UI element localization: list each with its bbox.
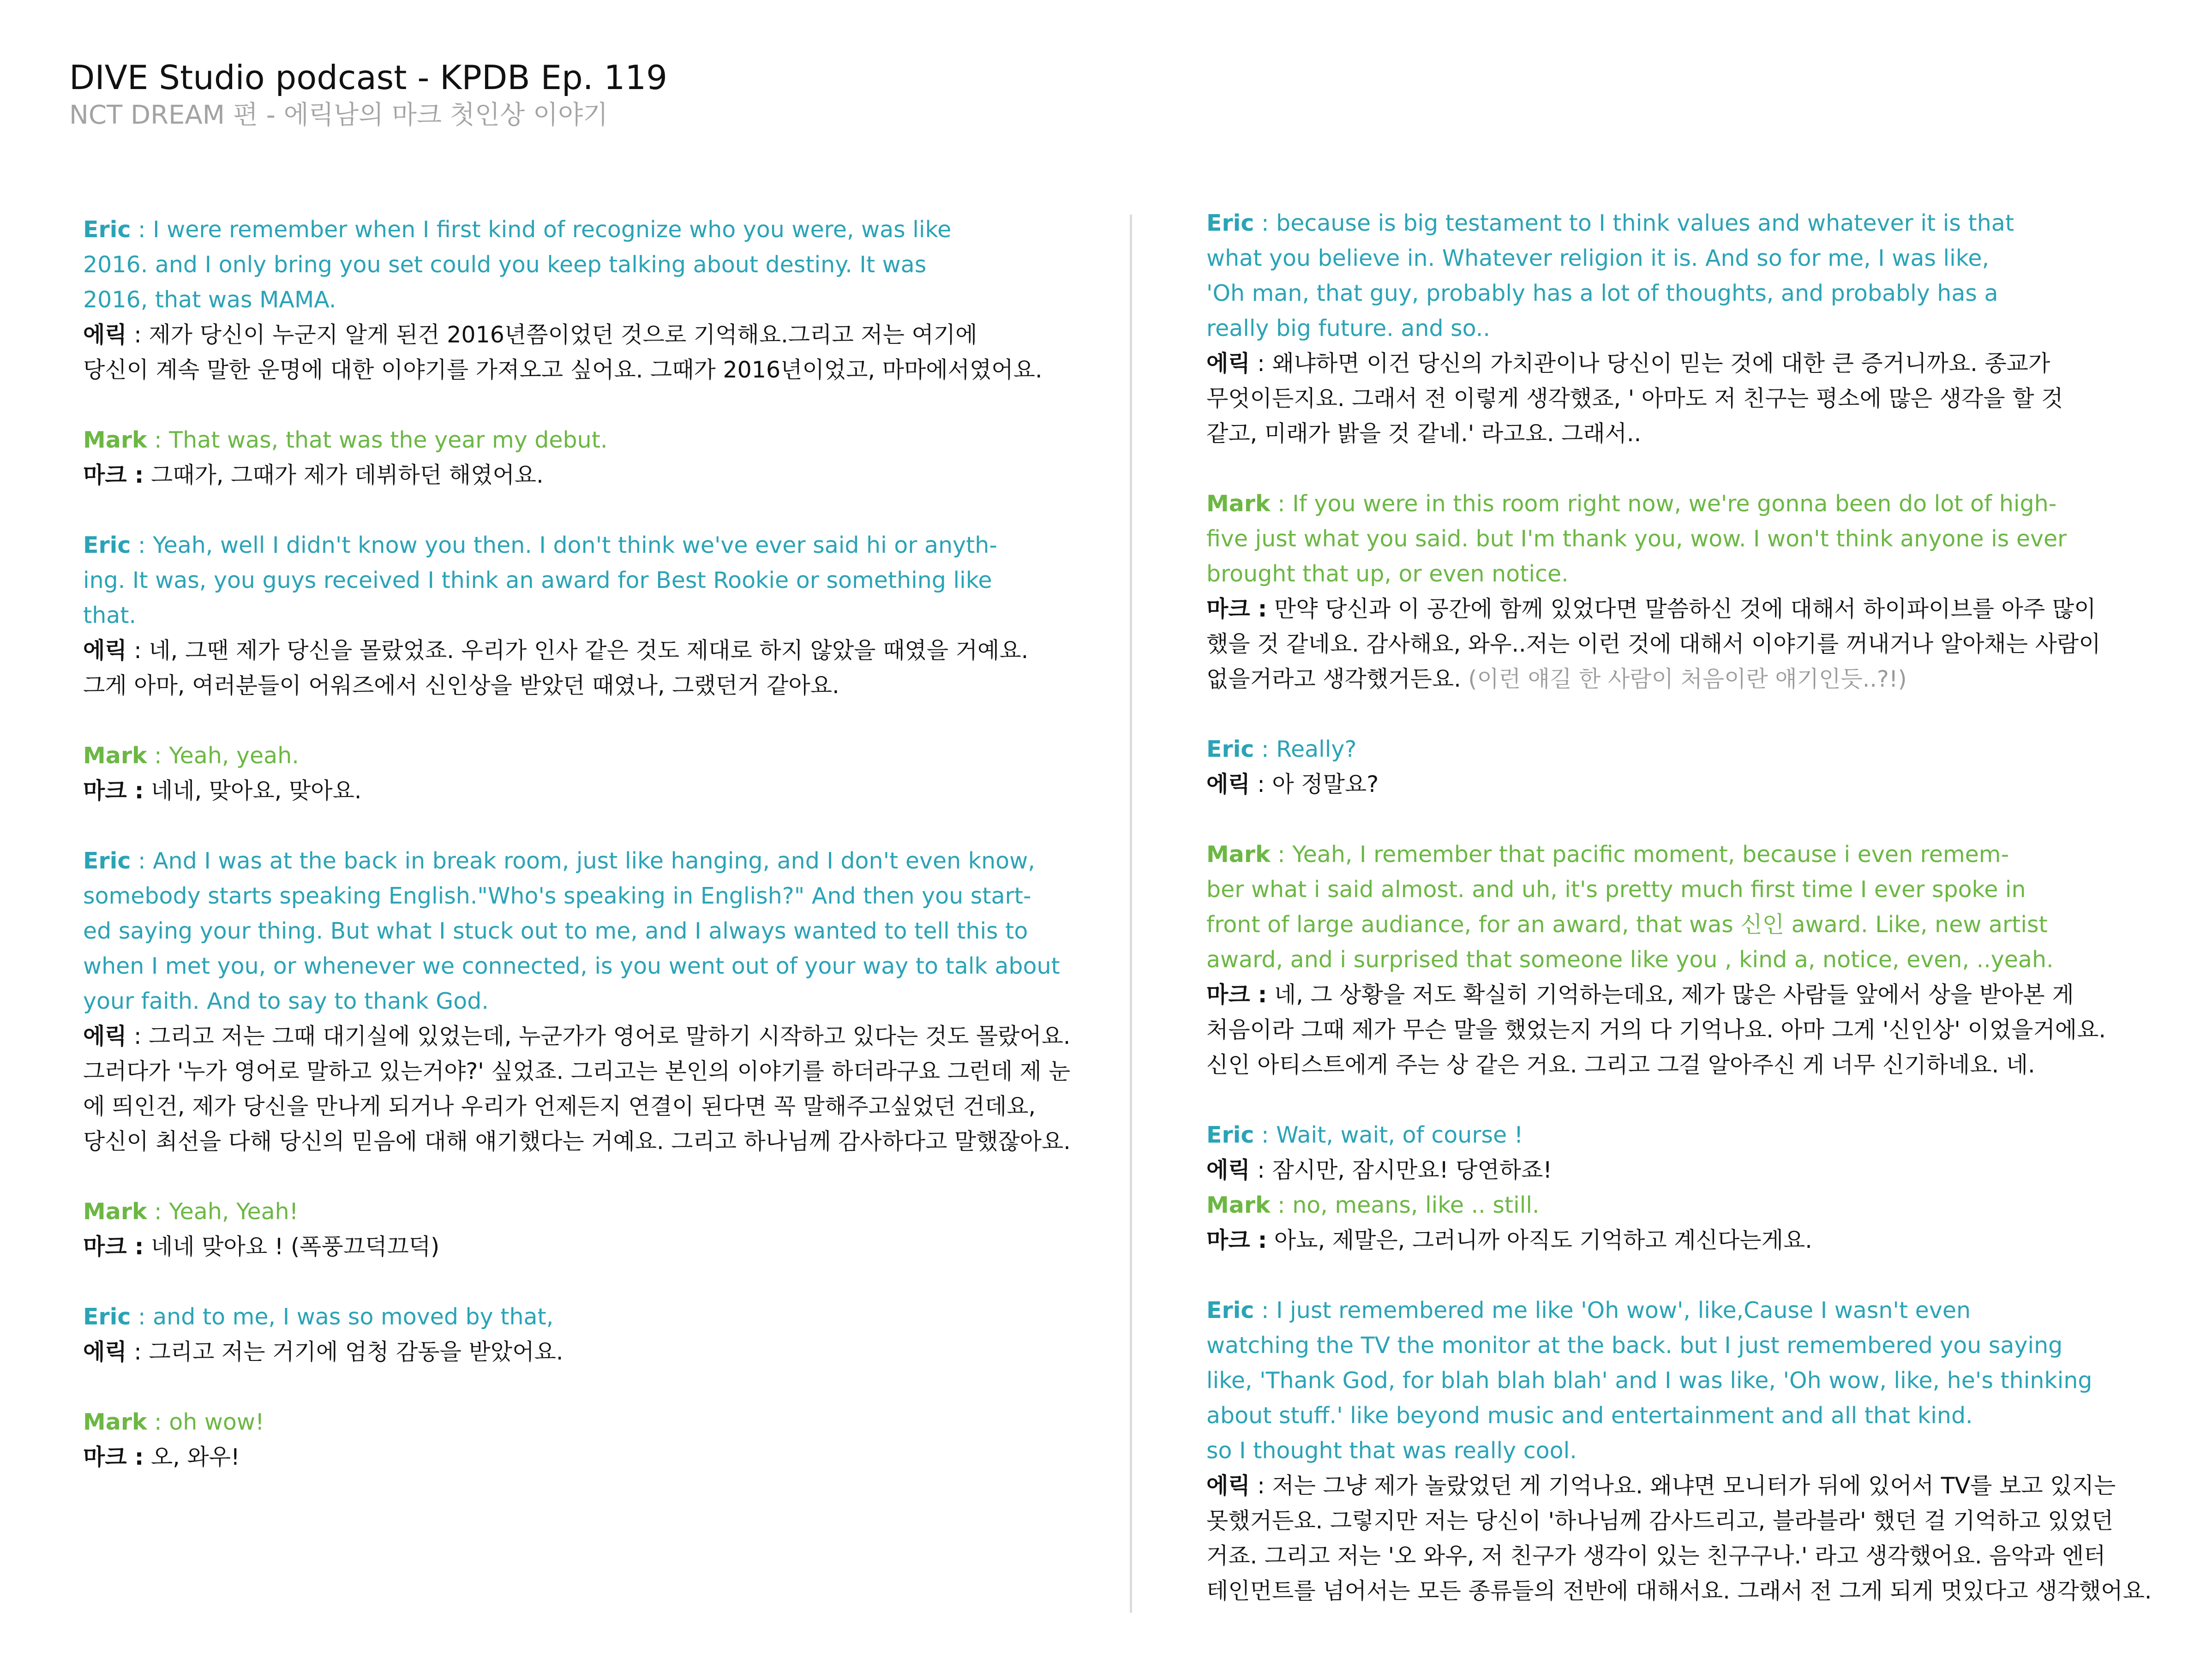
transcript-line-korean <box>1206 1468 2176 1503</box>
transcript-line-korean <box>83 1335 1071 1370</box>
line-text: : 제가 당신이 누군지 알게 된건 2016년쯤이었던 것으로 기억해요.그리고 저는 여기에 <box>126 322 977 348</box>
transcript-line-english <box>83 949 1071 984</box>
line-text: what you believe in. Whatever religion it is. And so for me, I was like, <box>1206 245 1990 271</box>
speaker-name: Eric <box>83 1304 131 1330</box>
transcript-line-korean <box>1206 1503 2176 1539</box>
line-text: 2016. and I only bring you set could you keep talking about destiny. It was <box>83 252 927 278</box>
transcript-line-english <box>83 598 1071 633</box>
line-text: 그러다가 '누가 영어로 말하고 있는거야?' 싶었죠. 그리고는 본인의 이야기를 하더라구요 그런데 제 눈 <box>83 1058 1071 1084</box>
transcript-line-korean <box>1206 592 2176 627</box>
line-text: ed saying your thing. But what I stuck out to me, and I always wanted to tell this to <box>83 918 1028 944</box>
transcript-line-korean <box>83 668 1071 703</box>
speaker-name: Mark <box>83 1409 147 1435</box>
transcript-line-korean <box>83 1019 1071 1054</box>
transcript-line-english <box>1206 907 2176 942</box>
page-subtitle: NCT DREAM 편 - 에릭남의 마크 첫인상 이야기 <box>69 100 608 130</box>
transcript-line-english <box>1206 1363 2176 1398</box>
transcript-line-korean <box>1206 1048 2176 1083</box>
transcript-line-english <box>1206 557 2176 592</box>
speaker-name: 에릭 <box>1206 771 1250 797</box>
transcript-line-english <box>1206 942 2176 977</box>
speaker-name: 에릭 <box>83 322 127 348</box>
transcript-line-korean <box>83 1229 1071 1264</box>
transcript-line-korean <box>83 633 1071 668</box>
header <box>69 54 1177 134</box>
transcript-line-english <box>83 914 1071 949</box>
line-text: : 저는 그냥 제가 놀랐었던 게 기억나요. 왜냐면 모니터가 뒤에 있어서 TV를 보고 있지는 <box>1250 1473 2116 1499</box>
line-text: : no, means, like .. still. <box>1270 1192 1540 1218</box>
transcript-line-english <box>1206 732 2176 767</box>
paragraph-spacer <box>83 703 1071 738</box>
transcript-line-english <box>83 984 1071 1019</box>
transcript-line-english <box>83 528 1071 563</box>
line-text: : 아 정말요? <box>1250 771 1379 797</box>
line-text: so I thought that was really cool. <box>1206 1437 1577 1464</box>
speaker-name: Eric <box>1206 736 1254 762</box>
line-text: five just what you said. but I'm thank you, wow. I won't think anyone is ever <box>1206 526 2067 552</box>
line-text: 아뇨, 제말은, 그러니까 아직도 기억하고 계신다는게요. <box>1267 1227 1812 1253</box>
paragraph-spacer <box>1206 802 2176 837</box>
speaker-name: 마크 : <box>83 1444 144 1470</box>
line-text: ber what i said almost. and uh, it's pretty much first time I ever spoke in <box>1206 876 2026 903</box>
transcript-line-english <box>1206 311 2176 346</box>
line-text: : And I was at the back in break room, just like hanging, and I don't even know, <box>131 848 1035 874</box>
transcript-line-korean <box>1206 627 2176 662</box>
paragraph-spacer <box>1206 1083 2176 1118</box>
line-text: somebody starts speaking English."Who's speaking in English?" And then you start- <box>83 883 1031 909</box>
line-text: : Yeah, Yeah! <box>147 1198 299 1225</box>
speaker-name: 에릭 <box>1206 1157 1250 1183</box>
transcript-line-korean <box>83 353 1071 388</box>
transcript-line-english <box>1206 1328 2176 1363</box>
line-text: your faith. And to say to thank God. <box>83 988 489 1014</box>
line-text: : I just remembered me like 'Oh wow', like,Cause I wasn't even <box>1254 1297 1971 1324</box>
speaker-name: 에릭 <box>83 1339 127 1365</box>
line-text: : 그리고 저는 거기에 엄청 감동을 받았어요. <box>126 1339 563 1365</box>
speaker-name: 에릭 <box>83 637 127 664</box>
transcript-line-korean <box>83 458 1071 493</box>
transcript-line-korean <box>1206 381 2176 416</box>
speaker-name: Mark <box>1206 491 1271 517</box>
paragraph-spacer <box>83 1370 1071 1405</box>
speaker-name: 마크 : <box>83 462 144 488</box>
speaker-name: Eric <box>83 532 131 558</box>
line-text: that. <box>83 602 137 629</box>
transcript-line-english <box>1206 276 2176 311</box>
transcript-line-korean <box>1206 767 2176 802</box>
line-text: 했을 것 같네요. 감사해요, 와우..저는 이런 것에 대해서 이야기를 꺼내거나 알아채는 사람이 <box>1206 631 2101 657</box>
speaker-name: 에릭 <box>1206 1473 1250 1499</box>
line-text: 'Oh man, that guy, probably has a lot of thoughts, and probably has a <box>1206 280 1998 306</box>
transcript-line-english <box>83 247 1071 282</box>
speaker-name: Mark <box>83 427 147 453</box>
line-text: : Really? <box>1254 736 1357 762</box>
line-text: like, 'Thank God, for blah blah blah' and I was like, 'Oh wow, like, he's thinking <box>1206 1367 2092 1394</box>
line-text: 네네 맞아요 ! (폭풍끄덕끄덕) <box>144 1234 440 1260</box>
line-text: 당신이 계속 말한 운명에 대한 이야기를 가져오고 싶어요. 그때가 2016년이었고, 마마에서였어요. <box>83 357 1043 383</box>
speaker-name: Mark <box>1206 1192 1271 1218</box>
line-text: 네, 그 상황을 저도 확실히 기억하는데요, 제가 많은 사람들 앞에서 상을 받아본 게 <box>1267 982 2074 1008</box>
paragraph-spacer <box>1206 1258 2176 1293</box>
transcript-line-english <box>1206 1293 2176 1328</box>
line-text: front of large audiance, for an award, that was 신인 award. Like, new artist <box>1206 911 2048 938</box>
transcript-line-english <box>83 212 1071 247</box>
line-text: : If you were in this room right now, we're gonna been do lot of high- <box>1270 491 2057 517</box>
line-text: 에 띄인건, 제가 당신을 만나게 되거나 우리가 언제든지 연결이 된다면 꼭 말해주고싶었던 건데요, <box>83 1093 1036 1120</box>
line-text: ing. It was, you guys received I think an award for Best Rookie or something like <box>83 567 992 593</box>
line-text: : 그리고 저는 그때 대기실에 있었는데, 누군가가 영어로 말하기 시작하고 있다는 것도 몰랐어요. <box>126 1023 1071 1049</box>
line-text: 당신이 최선을 다해 당신의 믿음에 대해 얘기했다는 거예요. 그리고 하나님께 감사하다고 말했잖아요. <box>83 1128 1071 1155</box>
line-text: watching the TV the monitor at the back. but I just remembered you saying <box>1206 1332 2063 1359</box>
editor-note: (이런 얘길 한 사람이 처음이란 얘기인듯..?!) <box>1468 666 1907 692</box>
transcript-line-english <box>83 738 1071 773</box>
speaker-name: 마크 : <box>1206 1227 1267 1253</box>
right-column <box>1206 206 2176 1609</box>
transcript-line-english <box>83 879 1071 914</box>
transcript-line-english <box>1206 206 2176 241</box>
line-text: 못했거든요. 그렇지만 저는 당신이 '하나님께 감사드리고, 블라블라' 했던 걸 기억하고 있었던 <box>1206 1508 2114 1534</box>
transcript-line-korean <box>1206 1012 2176 1048</box>
speaker-name: 에릭 <box>1206 350 1250 377</box>
line-text: : That was, that was the year my debut. <box>147 427 608 453</box>
line-text: really big future. and so.. <box>1206 315 1490 341</box>
line-text: 그게 아마, 여러분들이 어워즈에서 신인상을 받았던 때였나, 그랬던거 같아요. <box>83 672 839 699</box>
transcript-line-english <box>83 1194 1071 1229</box>
line-text: : 왜냐하면 이건 당신의 가치관이나 당신이 믿는 것에 대한 큰 증거니까요. 종교가 <box>1250 350 2050 377</box>
line-text: 처음이라 그때 제가 무슨 말을 했었는지 거의 다 기억나요. 아마 그게 '신인상' 이었을거에요. <box>1206 1017 2106 1043</box>
transcript-line-english <box>1206 837 2176 872</box>
page-title: DIVE Studio podcast - KPDB Ep. 119 <box>69 58 667 97</box>
line-text: 없을거라고 생각했거든요. <box>1206 666 1469 692</box>
transcript-line-korean <box>1206 346 2176 381</box>
transcript-line-korean <box>83 1089 1071 1124</box>
transcript-line-korean <box>1206 1574 2176 1609</box>
transcript-line-korean <box>1206 416 2176 451</box>
paragraph-spacer <box>1206 451 2176 486</box>
line-text: 신인 아티스트에게 주는 상 같은 거요. 그리고 그걸 알아주신 게 너무 신기하네요. 네. <box>1206 1052 2035 1078</box>
paragraph-spacer <box>1206 697 2176 732</box>
paragraph-spacer <box>83 388 1071 423</box>
transcript-line-korean <box>1206 977 2176 1012</box>
transcript-line-english <box>1206 1433 2176 1468</box>
speaker-name: Eric <box>1206 1122 1254 1148</box>
speaker-name: Eric <box>1206 1297 1254 1324</box>
transcript-line-korean <box>1206 1223 2176 1258</box>
line-text: : Yeah, I remember that pacific moment, because i even remem- <box>1270 841 2009 868</box>
line-text: : and to me, I was so moved by that, <box>131 1304 554 1330</box>
line-text: : 잠시만, 잠시만요! 당연하죠! <box>1250 1157 1553 1183</box>
transcript-line-english <box>83 282 1071 317</box>
line-text: 무엇이든지요. 그래서 전 이렇게 생각했죠, ' 아마도 저 친구는 평소에 많은 생각을 할 것 <box>1206 385 2063 412</box>
paragraph-spacer <box>83 1264 1071 1300</box>
transcript-line-english <box>83 423 1071 458</box>
speaker-name: 마크 : <box>1206 596 1267 622</box>
speaker-name: Mark <box>83 743 147 769</box>
paragraph-spacer <box>83 809 1071 844</box>
transcript-line-english <box>1206 521 2176 557</box>
speaker-name: 에릭 <box>83 1023 127 1049</box>
transcript-line-korean <box>83 317 1071 353</box>
column-divider <box>1130 215 1132 1613</box>
line-text: award, and i surprised that someone like you , kind a, notice, even, ..yeah. <box>1206 946 2054 973</box>
speaker-name: Eric <box>83 848 131 874</box>
line-text: 거죠. 그리고 저는 '오 와우, 저 친구가 생각이 있는 친구구나.' 라고 생각했어요. 음악과 엔터 <box>1206 1543 2106 1569</box>
speaker-name: Eric <box>83 216 131 243</box>
transcript-line-korean <box>1206 662 2176 697</box>
transcript-line-english <box>1206 486 2176 521</box>
line-text: : Wait, wait, of course ! <box>1254 1122 1523 1148</box>
transcript-line-english <box>83 844 1071 879</box>
line-text: 테인먼트를 넘어서는 모든 종류들의 전반에 대해서요. 그래서 전 그게 되게 멋있다고 생각했어요. <box>1206 1578 2152 1604</box>
speaker-name: Mark <box>1206 841 1271 868</box>
speaker-name: 마크 : <box>83 778 144 804</box>
paragraph-spacer <box>83 1159 1071 1194</box>
left-column <box>83 212 1071 1475</box>
speaker-name: Mark <box>83 1198 147 1225</box>
transcript-line-english <box>83 563 1071 598</box>
line-text: 같고, 미래가 밝을 것 같네.' 라고요. 그래서.. <box>1206 420 1642 447</box>
transcript-line-korean <box>1206 1539 2176 1574</box>
transcript-line-korean <box>83 1440 1071 1475</box>
line-text: 만약 당신과 이 공간에 함께 있었다면 말씀하신 것에 대해서 하이파이브를 아주 많이 <box>1267 596 2096 622</box>
line-text: 그때가, 그때가 제가 데뷔하던 해였어요. <box>144 462 544 488</box>
line-text: : oh wow! <box>147 1409 264 1435</box>
speaker-name: 마크 : <box>83 1234 144 1260</box>
line-text: : I were remember when I first kind of recognize who you were, was like <box>131 216 952 243</box>
transcript-line-korean <box>83 1124 1071 1159</box>
transcript-line-english <box>83 1405 1071 1440</box>
transcript-line-english <box>1206 241 2176 276</box>
speaker-name: Eric <box>1206 210 1254 236</box>
line-text: when I met you, or whenever we connected, is you went out of your way to talk about <box>83 953 1060 979</box>
transcript-line-english <box>1206 1188 2176 1223</box>
transcript-line-english <box>1206 1398 2176 1433</box>
line-text: : Yeah, yeah. <box>147 743 299 769</box>
line-text: 오, 와우! <box>144 1444 240 1470</box>
line-text: 2016, that was MAMA. <box>83 287 336 313</box>
paragraph-spacer <box>83 493 1071 528</box>
line-text: : 네, 그땐 제가 당신을 몰랐었죠. 우리가 인사 같은 것도 제대로 하지 않았을 때였을 거예요. <box>126 637 1029 664</box>
line-text: : because is big testament to I think values and whatever it is that <box>1254 210 2014 236</box>
line-text: brought that up, or even notice. <box>1206 561 1569 587</box>
transcript-line-english <box>83 1300 1071 1335</box>
transcript-line-english <box>1206 1118 2176 1153</box>
transcript-line-korean <box>1206 1153 2176 1188</box>
transcript-line-korean <box>83 773 1071 809</box>
transcript-line-english <box>1206 872 2176 907</box>
line-text: about stuff.' like beyond music and entertainment and all that kind. <box>1206 1402 1973 1429</box>
speaker-name: 마크 : <box>1206 982 1267 1008</box>
line-text: 네네, 맞아요, 맞아요. <box>144 778 362 804</box>
transcript-line-korean <box>83 1054 1071 1089</box>
line-text: : Yeah, well I didn't know you then. I don't think we've ever said hi or anyth- <box>131 532 997 558</box>
